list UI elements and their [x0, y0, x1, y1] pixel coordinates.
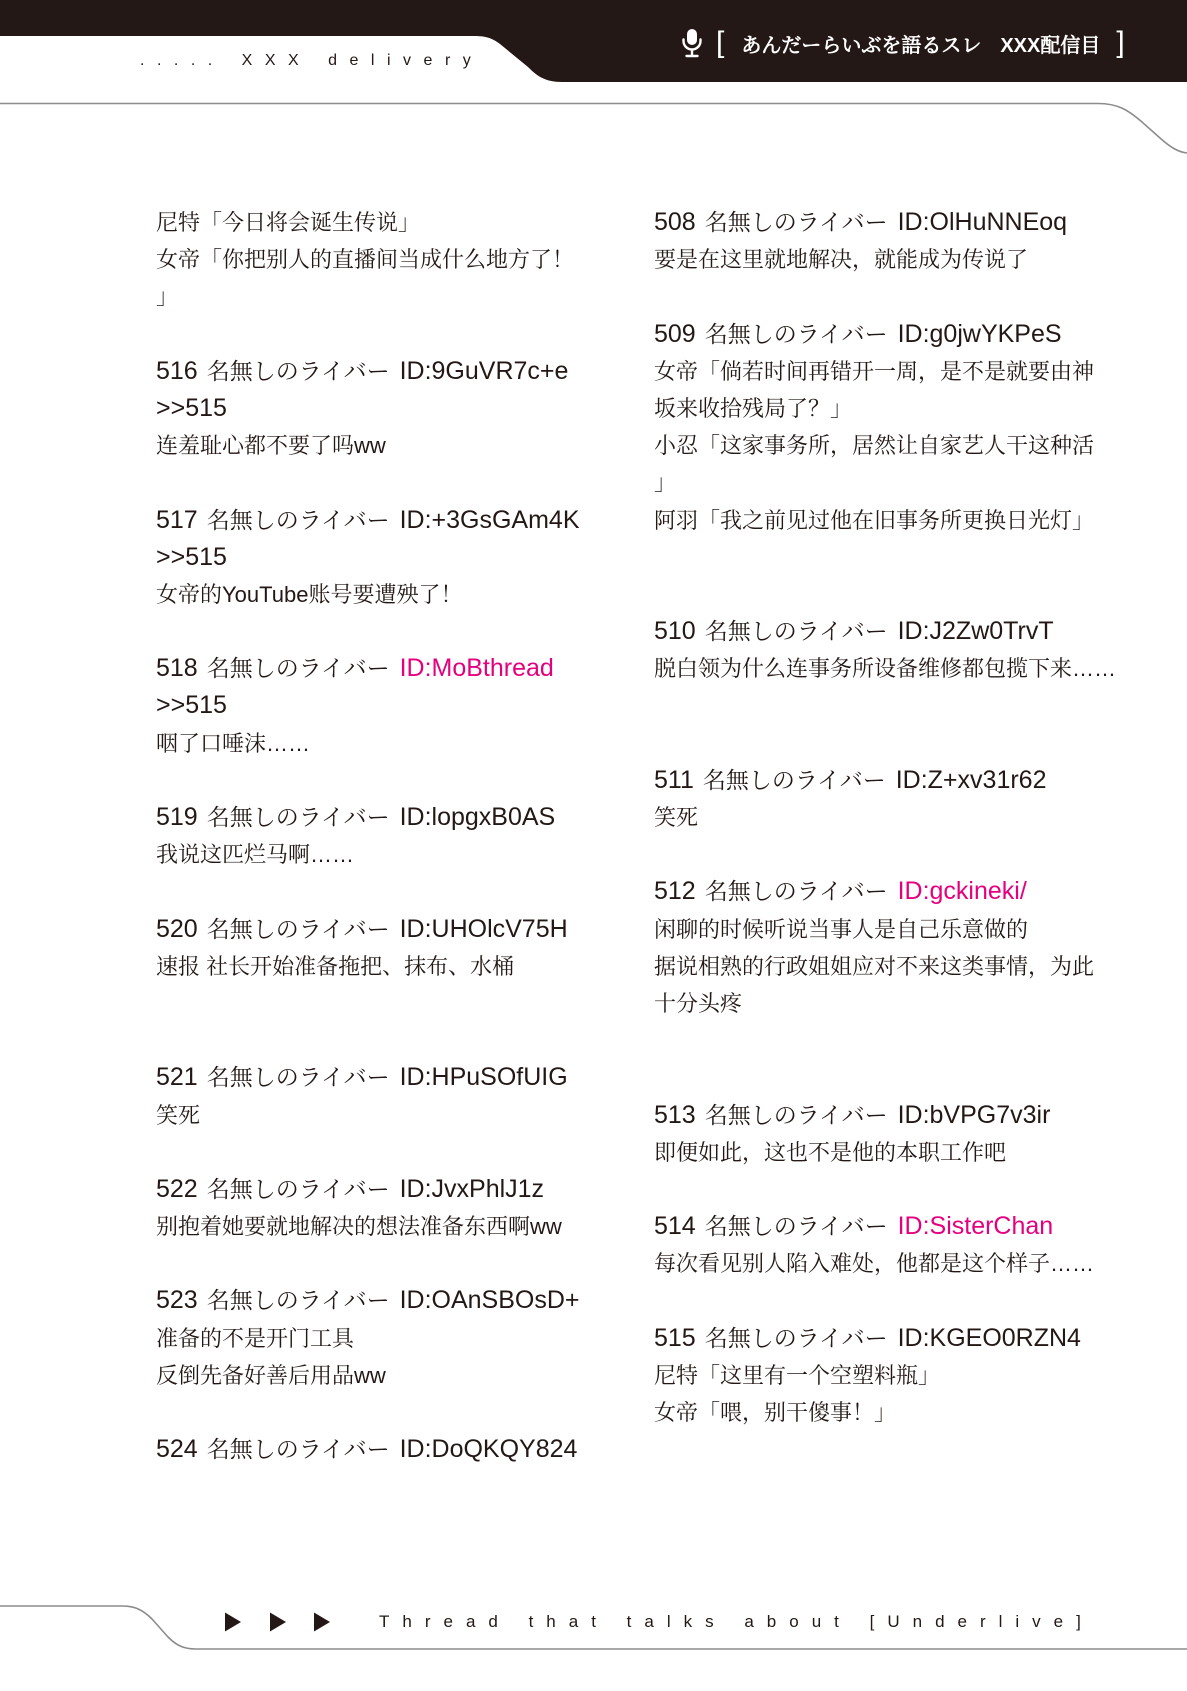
poster-id: ID:MoBthread — [399, 654, 554, 683]
poster-id: ID:+3GsGAm4K — [399, 505, 580, 534]
post-number: 516 — [156, 356, 198, 385]
post-number: 515 — [654, 1323, 696, 1352]
post-body-line: 脱白领为什么连事务所设备维修都包揽下来…… — [654, 656, 1117, 682]
poster-id: ID:SisterChan — [897, 1212, 1054, 1241]
post-header — [654, 1320, 1179, 1357]
reply-anchor: >>515 — [156, 691, 227, 720]
title-bracket-open: [ — [716, 26, 725, 59]
poster-name: 名無しのライバー — [704, 1324, 888, 1351]
post-body-line: 女帝的YouTube账号要遭殃了！ — [156, 581, 463, 607]
title-bracket-close: ] — [1116, 26, 1125, 59]
post-number: 510 — [654, 617, 696, 646]
reply-anchor: >>515 — [156, 393, 227, 422]
post — [654, 1208, 1179, 1282]
poster-name: 名無しのライバー — [206, 357, 390, 384]
poster-id: ID:9GuVR7c+e — [399, 356, 569, 385]
poster-id: ID:KGEO0RZN4 — [897, 1323, 1081, 1352]
post — [156, 502, 626, 614]
post-body-line: 速报 社长开始准备拖把、抹布、水桶 — [156, 953, 515, 979]
post-body-line: 闲聊的时候听说当事人是自己乐意做的 — [654, 916, 1029, 942]
post-body-line: 咽了口唾沫…… — [156, 730, 311, 756]
post-header — [156, 502, 626, 539]
poster-name: 名無しのライバー — [704, 1213, 888, 1240]
post-number: 520 — [156, 914, 198, 943]
post — [156, 353, 626, 465]
poster-id: ID:HPuSOfUIG — [399, 1063, 568, 1092]
post — [654, 1320, 1179, 1432]
post-header — [156, 1431, 626, 1468]
poster-id: ID:DoQKQY824 — [399, 1435, 578, 1464]
post-header — [156, 650, 626, 687]
post — [156, 911, 626, 985]
post-body-line: 阿羽「我之前见过他在旧事务所更换日光灯」 — [654, 507, 1095, 533]
poster-id: ID:J2Zw0TrvT — [897, 617, 1054, 646]
post-body-line: 坂来收拾残局了？」 — [654, 395, 853, 421]
poster-name: 名無しのライバー — [206, 1175, 390, 1202]
post-header — [156, 911, 626, 948]
post-body-line: 」 — [156, 284, 179, 310]
post-header — [156, 1171, 626, 1208]
poster-name: 名無しのライバー — [206, 506, 390, 533]
post — [654, 1097, 1179, 1171]
post-body-line: 准备的不是开门工具 — [156, 1325, 355, 1351]
post-body-line: 反倒先备好善后用品ww — [156, 1362, 386, 1388]
post-header — [156, 353, 626, 390]
post — [654, 316, 1179, 539]
post-number: 522 — [156, 1174, 198, 1203]
play-arrow-icon — [225, 1613, 241, 1632]
poster-id: ID:OAnSBOsD+ — [399, 1286, 580, 1315]
post-header — [654, 1208, 1179, 1245]
post-number: 509 — [654, 319, 696, 348]
post — [156, 1282, 626, 1394]
post — [156, 1171, 626, 1245]
post — [156, 1431, 626, 1468]
poster-name: 名無しのライバー — [206, 655, 390, 682]
post-number: 521 — [156, 1063, 198, 1092]
post — [654, 762, 1179, 836]
post — [156, 1059, 626, 1133]
post-number: 511 — [654, 765, 694, 794]
post-continuation — [156, 204, 626, 316]
post-number: 513 — [654, 1100, 696, 1129]
post-body-line: 女帝「喂，别干傻事！」 — [654, 1400, 897, 1426]
poster-id: ID:lopgxB0AS — [399, 803, 556, 831]
poster-id: ID:OlHuNNEoq — [897, 208, 1068, 236]
post-header — [156, 1282, 626, 1319]
right-column — [654, 204, 1179, 1431]
post-number: 518 — [156, 654, 198, 683]
reply-anchor: >>515 — [156, 542, 227, 571]
post-header — [654, 762, 1179, 799]
post-body-line: 女帝「倘若时间再错开一周，是不是就要由神 — [654, 358, 1095, 384]
poster-name: 名無しのライバー — [704, 618, 888, 645]
post-body-line: 要是在这里就地解决，就能成为传说了 — [654, 247, 1029, 273]
poster-name: 名無しのライバー — [206, 804, 390, 830]
microphone-icon — [680, 28, 704, 58]
post-body-line: 女帝「你把别人的直播间当成什么地方了！ — [156, 247, 575, 273]
post — [156, 650, 626, 762]
post-header — [654, 873, 1179, 910]
post-header — [654, 316, 1179, 353]
post-header — [156, 1059, 626, 1096]
post-body-line: 笑死 — [156, 1102, 201, 1128]
header-rule-line — [0, 104, 1187, 154]
post-header — [156, 799, 626, 836]
post-body-line: 尼特「今日将会诞生传说」 — [156, 210, 421, 235]
poster-id: ID:UHOlcV75H — [399, 914, 568, 943]
post-number: 519 — [156, 803, 198, 831]
post-body-line: 即便如此，这也不是他的本职工作吧 — [654, 1139, 1007, 1165]
post — [654, 613, 1179, 687]
post-body-line: 笑死 — [654, 805, 699, 831]
post-header — [654, 613, 1179, 650]
post-number: 523 — [156, 1286, 198, 1315]
poster-name: 名無しのライバー — [206, 1064, 390, 1091]
play-arrow-icon — [270, 1613, 286, 1632]
post-header — [654, 204, 1179, 241]
left-column — [156, 204, 626, 1468]
post-header — [654, 1097, 1179, 1134]
post-number: 524 — [156, 1435, 198, 1464]
post-body-line: 每次看见别人陷入难处，他都是这个样子…… — [654, 1251, 1095, 1277]
post-number: 517 — [156, 505, 198, 534]
post-body-line: 我说这匹烂马啊…… — [156, 842, 355, 868]
poster-name: 名無しのライバー — [704, 1101, 888, 1128]
play-arrow-icon — [314, 1613, 330, 1632]
poster-name: 名無しのライバー — [206, 1287, 390, 1314]
post-body-line: 小忍「这家事务所，居然让自家艺人干这种活 — [654, 433, 1095, 459]
post — [654, 204, 1179, 278]
series-label: ..... XXX delivery — [140, 52, 484, 69]
post — [156, 799, 626, 873]
thread-title: あんだーらいぶを語るスレ — [741, 34, 982, 57]
poster-id: ID:Z+xv31r62 — [895, 765, 1047, 794]
thread-title-bar — [716, 24, 1125, 62]
poster-id: ID:g0jwYKPeS — [897, 319, 1062, 348]
post-body-line: 连羞耻心都不要了吗ww — [156, 433, 386, 459]
thread-part: XXX配信目 — [1000, 34, 1101, 57]
poster-id: ID:JvxPhlJ1z — [399, 1174, 545, 1203]
poster-name: 名無しのライバー — [702, 766, 886, 793]
post-body-line: 十分头疼 — [654, 990, 743, 1016]
footer-caption: Thread that talks about [Underlive] — [379, 1612, 1094, 1631]
poster-id: ID:gckineki/ — [897, 877, 1027, 906]
poster-name: 名無しのライバー — [206, 1436, 390, 1463]
post-body-line: 别抱着她要就地解决的想法准备东西啊ww — [156, 1214, 562, 1240]
poster-id: ID:bVPG7v3ir — [897, 1100, 1051, 1129]
poster-name: 名無しのライバー — [206, 915, 390, 942]
post-body-line: 据说相熟的行政姐姐应对不来这类事情，为此 — [654, 953, 1095, 979]
post-body-line: 尼特「这里有一个空塑料瓶」 — [654, 1362, 941, 1388]
post-number: 514 — [654, 1212, 696, 1241]
poster-name: 名無しのライバー — [704, 878, 888, 905]
post — [654, 873, 1179, 1022]
post-body-line: 」 — [654, 470, 677, 496]
poster-name: 名無しのライバー — [704, 209, 888, 235]
post-number: 508 — [654, 208, 696, 236]
post-number: 512 — [654, 877, 696, 906]
poster-name: 名無しのライバー — [704, 320, 888, 347]
